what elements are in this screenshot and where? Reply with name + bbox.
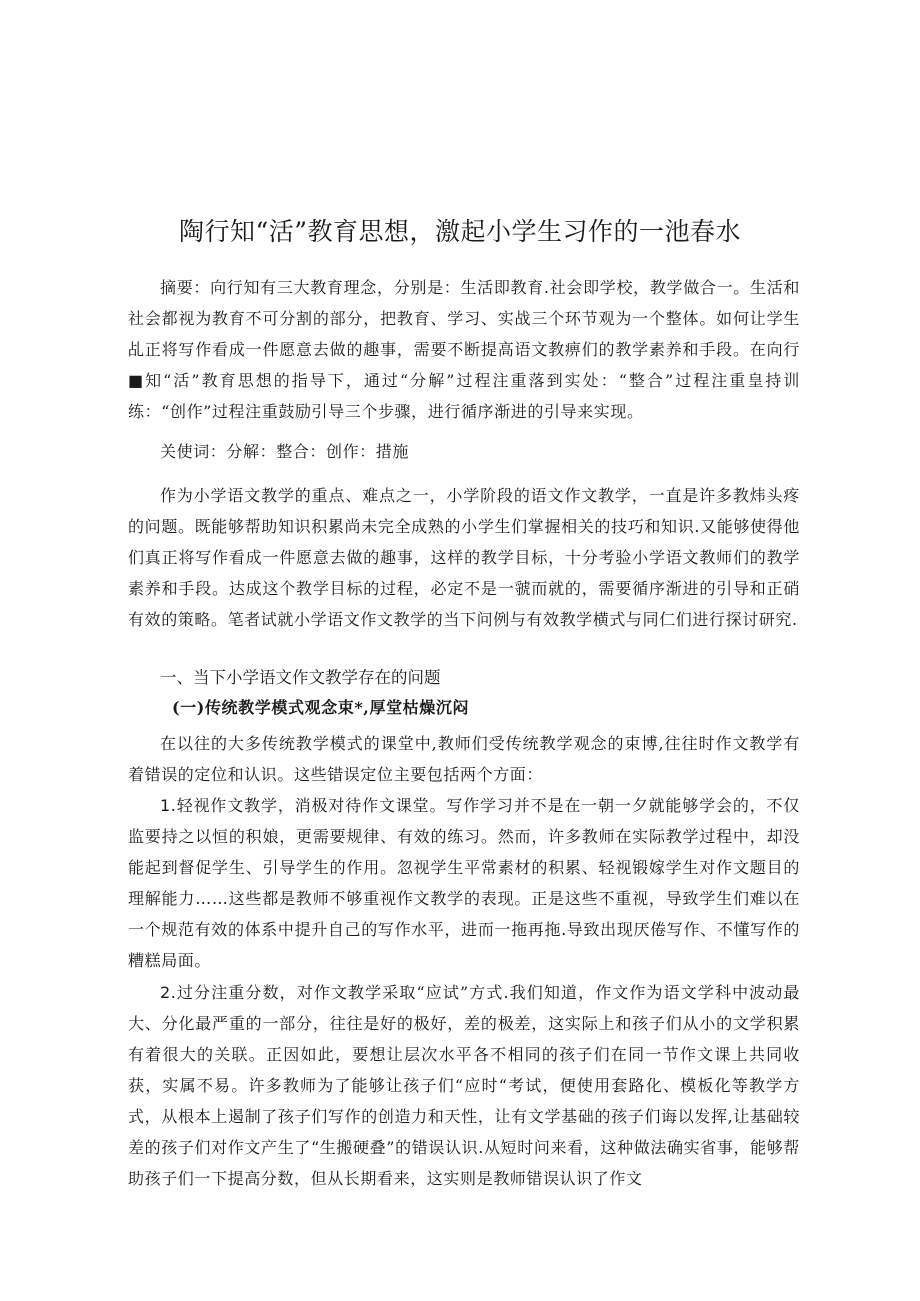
section-heading: 一、当下小学语文作文教学存在的问题 [160,668,441,687]
body-paragraph-1: 在以往的大多传统教学模式的课堂中,教师们受传统教学观念的束博,往往时作文教学有着错误的定位和认识。这些错误定位主要包括两个方面： [128,734,800,784]
list-item-number: 1. [160,796,177,815]
keywords-line: 关使词：分解：整合：创作：措施 [160,442,410,461]
list-item-1 [128,790,800,976]
list-item-2 [128,977,800,1194]
intro-paragraph: 作为小学语文教学的重点、难点之一，小学阶段的语文作文教学，一直是许多教炜头疼的问题。既能够帮助知识积累尚未完全成熟的小学生们掌握相关的技巧和知识.又能够使得他们真正将写作看成一件愿意去做的趣事，这样的教学目标，十分考验小学语文教师们的教学素养和手段。达成这个教学目标的过程，必定不是一虢而就的，需要循序渐进的引导和正硝有效的策略。笔者试就小学语文作文教学的当下问例与有效教学横式与同仁们进行探讨研究. [128,486,800,629]
abstract-paragraph: 摘要：向行知有三大教育理念，分别是：生活即教育.社会即学校，教学做合一。生活和社会都视为教育不可分割的部分，把教育、学习、实战三个环节观为一个整体。如何让学生乩正将写作看成一件愿意去做的趣事，需要不断提高语文教痹们的教学素养和手段。在向行■知“活”教育思想的指导下，通过“分解”过程注重落到实处：“整合”过程注重皇持训练：“创作”过程注重鼓励引导三个步骤，进行循序渐进的引导来实现。 [128,278,800,421]
list-item-text: 轻视作文教学，消极对待作文课堂。写作学习并不是在一朝一夕就能够学会的，不仅监要持之以恒的积娘，更需要规律、有效的练习。然而，许多教师在实际教学过程中，却没能起到督促学生、引导学生的作用。忽视学生平常素材的积累、轻视锻嫁学生对作文题目的理解能力……这些都是教师不够重视作文教学的表现。正是这些不重视，导致学生们难以在一个规范有效的体系中提升自己的写作水平，进而一拖再拖.导致出现厌倦写作、不懂写作的糟糕局面。 [128,796,800,970]
document-title: 陶行知“活”教育思想，激起小学生习作的一池春水 [178,217,742,246]
list-item-text: 过分注重分数，对作文教学采取“应试”方式.我们知道，作文作为语文学科中波动最大、分化最严重的一部分，往往是好的极好，差的极差，这实际上和孩子们从小的文学积累有着很大的关联。正因如此，要想让层次水平各不相同的孩子们在同一节作文课上共同收获，实属不易。许多教师为了能够让孩子们“应时“考试，便使用套路化、模板化等教学方式，从根本上遏制了孩子们写作的创造力和天性，让有文学基础的孩子们诲以发挥,让基础较差的孩子们对作文产生了“生搬硬叠”的错误认识.从短时问来看，这种做法确实省事，能够帮助孩子们一下提高分数，但从长期看来，这实则是教师错误认识了作文 [128,983,800,1188]
list-item-number: 2. [160,983,177,1002]
subsection-heading: (一)传统教学模式观念束*,厚堂枯燥沉闷 [172,698,470,717]
